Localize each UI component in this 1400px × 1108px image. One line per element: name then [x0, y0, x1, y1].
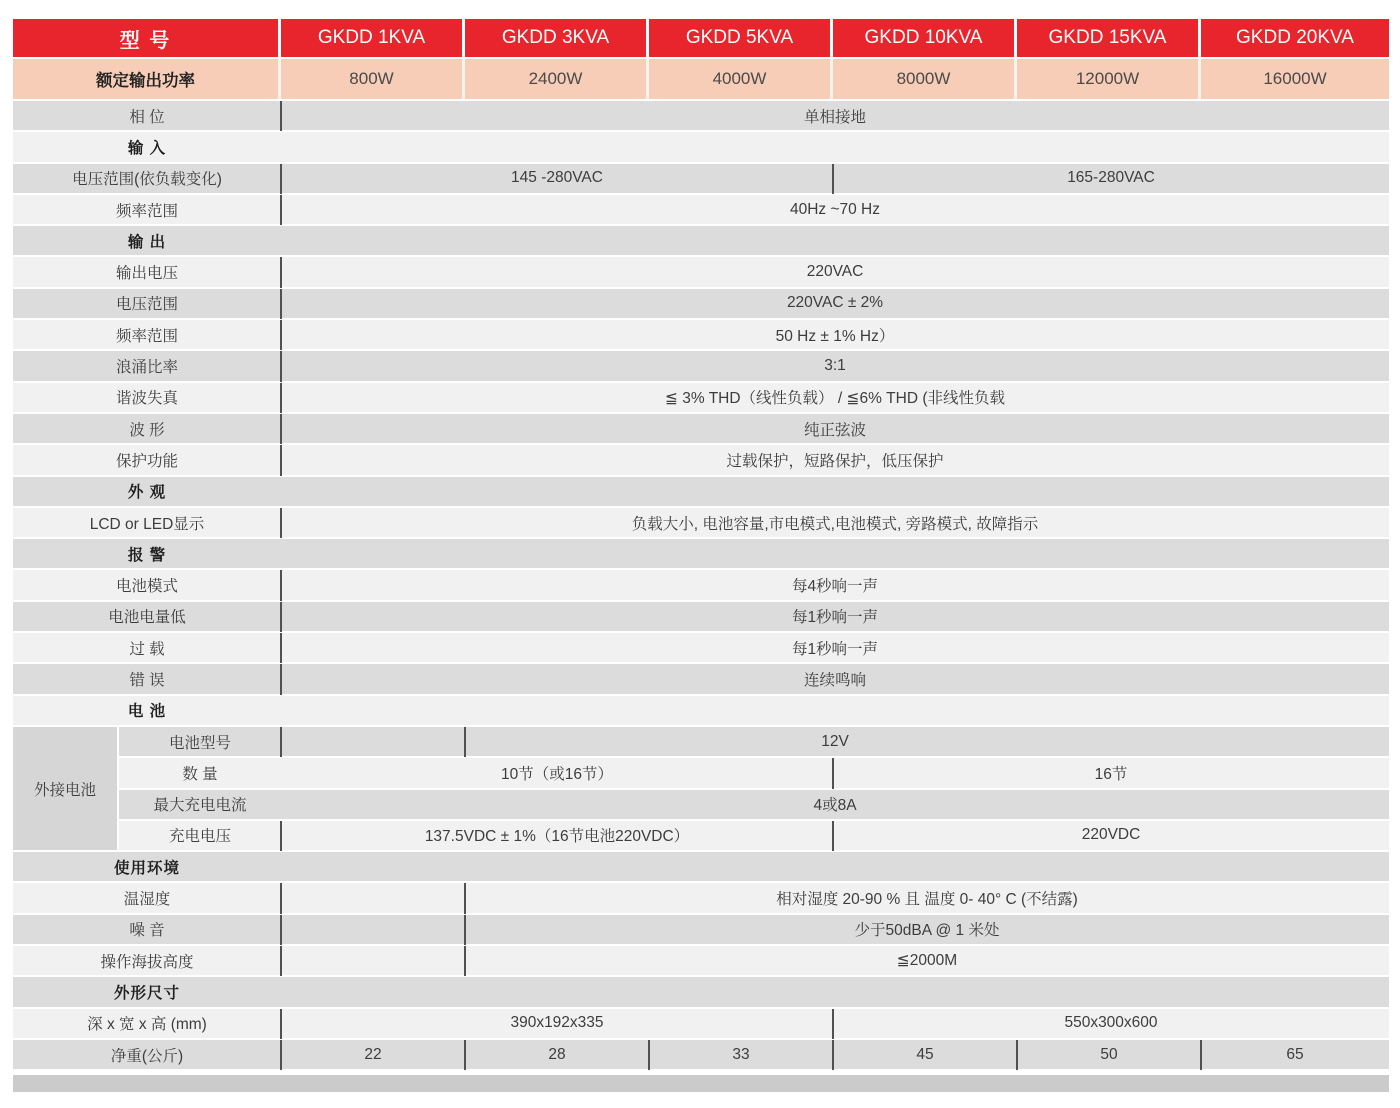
row-label: 电池模式	[115, 578, 178, 596]
column-divider	[280, 602, 282, 632]
column-divider	[280, 414, 282, 444]
table-header-row	[13, 19, 1389, 59]
table-row	[13, 257, 1389, 288]
column-divider	[832, 758, 834, 788]
column-divider	[280, 1040, 282, 1070]
column-divider	[280, 320, 282, 350]
table-row	[13, 508, 1389, 539]
row-label: 最大充电电流	[153, 797, 247, 815]
column-divider	[464, 727, 466, 757]
row-label: 噪 音	[129, 922, 165, 940]
section-label: 使用环境	[113, 859, 180, 877]
row-value: 50	[1100, 1045, 1118, 1063]
row-label: 输出电压	[115, 265, 178, 283]
column-divider	[280, 195, 282, 225]
row-value: 22	[364, 1045, 382, 1063]
row-label: LCD or LED显示	[89, 515, 205, 533]
row-value: 33	[732, 1045, 750, 1063]
row-value: 纯正弦波	[803, 421, 866, 439]
row-value: 145 -280VAC	[511, 169, 603, 187]
table-row	[13, 727, 1389, 758]
column-divider	[280, 883, 282, 913]
row-value: 每1秒响一声	[791, 640, 879, 658]
table-body	[13, 101, 1389, 1071]
row-value: 16节	[1094, 765, 1128, 783]
section-label: 输 出	[127, 233, 167, 251]
row-value: 50 Hz ± 1% Hz）	[775, 327, 895, 345]
row-label: 深 x 宽 x 高 (mm)	[87, 1016, 207, 1034]
column-divider	[464, 946, 466, 976]
section-header-row	[13, 696, 1389, 727]
column-header-cell: GKDD 3KVA	[465, 19, 649, 57]
column-divider	[280, 445, 282, 475]
section-header-row	[13, 226, 1389, 257]
row-label: 错 误	[129, 671, 165, 689]
row-value: ≦2000M	[896, 952, 958, 970]
row-value: 390x192x335	[510, 1014, 604, 1032]
rated-power-value: 800W	[281, 59, 465, 99]
section-header-row	[13, 477, 1389, 508]
row-value: 连续鸣响	[803, 671, 866, 689]
table-row	[13, 101, 1389, 132]
row-label: 频率范围	[115, 327, 178, 345]
table-footer-band	[13, 1075, 1389, 1092]
row-value: 过载保护，短路保护，低压保护	[726, 452, 944, 470]
table-row	[13, 414, 1389, 445]
column-divider	[832, 821, 834, 851]
column-divider	[464, 1040, 466, 1070]
section-header-row	[13, 852, 1389, 883]
column-divider	[1016, 1040, 1018, 1070]
row-value: 550x300x600	[1064, 1014, 1158, 1032]
row-value: 每4秒响一声	[791, 578, 879, 596]
table-row	[13, 164, 1389, 195]
row-label: 充电电压	[168, 828, 231, 846]
table-row	[13, 790, 1389, 821]
column-header-cell: GKDD 10KVA	[833, 19, 1017, 57]
column-header-cell: GKDD 15KVA	[1017, 19, 1201, 57]
row-label: 谐波失真	[115, 390, 178, 408]
row-value: 220VAC ± 2%	[786, 294, 884, 312]
column-header-cell: GKDD 5KVA	[649, 19, 833, 57]
table-row	[13, 445, 1389, 476]
row-value: 165-280VAC	[1067, 169, 1155, 187]
column-divider	[464, 883, 466, 913]
column-divider	[280, 570, 282, 600]
rated-power-value: 4000W	[649, 59, 833, 99]
section-header-row	[13, 977, 1389, 1008]
column-divider	[280, 508, 282, 538]
rated-power-value: 16000W	[1201, 59, 1389, 99]
row-value: 40Hz ~70 Hz	[789, 200, 881, 218]
row-value: 220VAC	[806, 263, 864, 281]
model-header-cell: 型 号	[13, 19, 281, 57]
table-row	[13, 602, 1389, 633]
table-row	[13, 664, 1389, 695]
column-divider	[280, 383, 282, 413]
table-row	[13, 821, 1389, 852]
section-label: 输 入	[127, 139, 167, 157]
column-divider	[832, 164, 834, 194]
row-value: 28	[548, 1045, 566, 1063]
table-row	[13, 383, 1389, 414]
column-divider	[280, 664, 282, 694]
column-divider	[280, 164, 282, 194]
column-divider	[464, 915, 466, 945]
rated-power-value: 2400W	[465, 59, 649, 99]
table-row	[13, 1009, 1389, 1040]
rated-power-value: 8000W	[833, 59, 1017, 99]
row-value: 相对湿度 20-90 % 且 温度 0- 40° C (不结露)	[776, 891, 1078, 909]
row-value: 负载大小, 电池容量,市电模式,电池模式, 旁路模式, 故障指示	[631, 515, 1039, 533]
column-divider	[832, 1009, 834, 1039]
row-label: 电压范围	[115, 296, 178, 314]
row-value: 10节（或16节）	[501, 765, 613, 783]
section-label: 外 观	[127, 484, 167, 502]
rated-power-label: 额定输出功率	[13, 59, 281, 99]
table-row	[13, 915, 1389, 946]
spec-table	[13, 19, 1389, 1071]
row-label: 波 形	[129, 421, 165, 439]
row-label: 电池电量低	[108, 609, 186, 627]
row-value: 少于50dBA @ 1 米处	[854, 922, 1000, 940]
column-divider	[280, 727, 282, 757]
section-label: 报 警	[127, 546, 167, 564]
row-value: 45	[916, 1045, 934, 1063]
table-row	[13, 320, 1389, 351]
row-label: 操作海拔高度	[100, 953, 194, 971]
row-value: 12V	[821, 732, 849, 750]
column-divider	[280, 946, 282, 976]
row-label: 过 载	[129, 640, 165, 658]
table-row	[13, 289, 1389, 320]
table-row	[13, 946, 1389, 977]
section-header-row	[13, 539, 1389, 570]
row-label: 温湿度	[123, 891, 171, 909]
row-value: ≦ 3% THD（线性负载） / ≦6% THD (非线性负载	[664, 390, 1006, 408]
section-label: 外形尺寸	[113, 984, 180, 1002]
rated-power-row	[13, 59, 1389, 101]
column-divider	[280, 257, 282, 287]
row-value: 220VDC	[1081, 826, 1141, 844]
column-divider	[832, 1040, 834, 1070]
column-divider	[1200, 1040, 1202, 1070]
rated-power-value: 12000W	[1017, 59, 1201, 99]
row-value: 单相接地	[803, 108, 866, 126]
row-label: 数 量	[182, 765, 218, 783]
column-divider	[648, 1040, 650, 1070]
row-label: 保护功能	[115, 452, 178, 470]
column-header-cell: GKDD 20KVA	[1201, 19, 1389, 57]
row-label: 频率范围	[115, 202, 178, 220]
row-label: 净重(公斤)	[110, 1047, 184, 1065]
row-label: 电压范围(依负载变化)	[72, 171, 222, 189]
column-divider	[280, 821, 282, 851]
section-header-row	[13, 132, 1389, 163]
row-label: 相 位	[129, 108, 165, 126]
section-label: 电 池	[127, 703, 167, 721]
row-value: 每1秒响一声	[791, 609, 879, 627]
column-divider	[280, 1009, 282, 1039]
row-label: 电池型号	[168, 734, 231, 752]
table-row	[13, 570, 1389, 601]
column-header-cell: GKDD 1KVA	[281, 19, 465, 57]
column-divider	[280, 289, 282, 319]
row-value: 137.5VDC ± 1%（16节电池220VDC）	[424, 828, 690, 846]
row-value: 65	[1286, 1045, 1304, 1063]
table-row	[13, 351, 1389, 382]
column-divider	[280, 633, 282, 663]
battery-group-label: 外接电池	[13, 727, 119, 850]
table-row	[13, 883, 1389, 914]
row-value: 3:1	[824, 357, 846, 375]
table-row	[13, 195, 1389, 226]
table-row	[13, 633, 1389, 664]
row-label: 浪涌比率	[115, 359, 178, 377]
column-divider	[280, 101, 282, 131]
column-divider	[280, 915, 282, 945]
column-divider	[280, 351, 282, 381]
table-row	[13, 758, 1389, 789]
table-row	[13, 1040, 1389, 1071]
row-value: 4或8A	[813, 797, 857, 815]
